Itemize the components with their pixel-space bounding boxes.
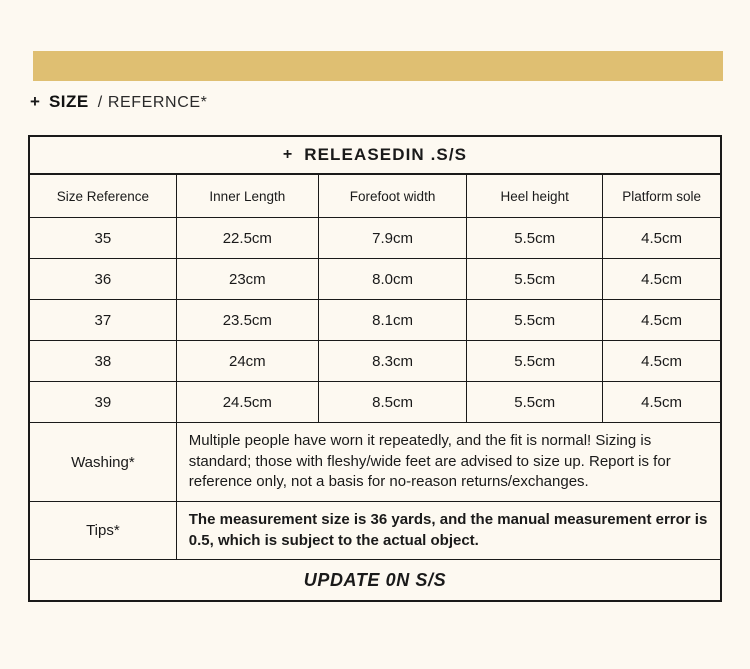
- column-header: Heel height: [467, 175, 603, 218]
- heading-reference-word: / REFERNCE*: [97, 94, 208, 111]
- table-cell: 5.5cm: [467, 382, 603, 423]
- table-cell: 5.5cm: [467, 259, 603, 300]
- table-cell: 4.5cm: [603, 259, 720, 300]
- gold-banner: [33, 51, 723, 81]
- table-cell: 8.3cm: [318, 341, 466, 382]
- column-header: Size Reference: [30, 175, 176, 218]
- table-header: [30, 175, 720, 218]
- table-cell: 4.5cm: [603, 341, 720, 382]
- table-cell: 24cm: [176, 341, 318, 382]
- table-cell: 8.5cm: [318, 382, 466, 423]
- table-cell: 5.5cm: [467, 218, 603, 259]
- table-cell: 8.0cm: [318, 259, 466, 300]
- column-header: Forefoot width: [318, 175, 466, 218]
- table-cell: 22.5cm: [176, 218, 318, 259]
- table-cell: 4.5cm: [603, 300, 720, 341]
- size-table: [30, 175, 720, 600]
- table-title-text: RELEASEDIN .S/S: [304, 145, 468, 164]
- table-footer-row: [30, 560, 720, 601]
- update-footer-text: UPDATE 0N S/S: [303, 569, 447, 590]
- table-cell: 8.1cm: [318, 300, 466, 341]
- table-cell: 38: [30, 341, 176, 382]
- tips-note-row: [30, 502, 720, 560]
- table-cell: 4.5cm: [603, 218, 720, 259]
- washing-note-label: Washing*: [30, 423, 176, 502]
- table-footer-cell: [30, 560, 720, 601]
- table-row: [30, 259, 720, 300]
- table-header-row: [30, 175, 720, 218]
- table-cell: 23.5cm: [176, 300, 318, 341]
- washing-note-row: [30, 423, 720, 502]
- size-table-container: [28, 135, 722, 602]
- table-cell: 35: [30, 218, 176, 259]
- table-row: [30, 341, 720, 382]
- plus-icon: +: [30, 92, 40, 111]
- table-cell: 39: [30, 382, 176, 423]
- table-cell: 5.5cm: [467, 300, 603, 341]
- table-cell: 24.5cm: [176, 382, 318, 423]
- column-header: Platform sole: [603, 175, 720, 218]
- heading-size-word: SIZE: [48, 92, 89, 111]
- table-title-bar: [30, 137, 720, 175]
- size-reference-heading: [30, 92, 207, 112]
- table-cell: 36: [30, 259, 176, 300]
- table-cell: 5.5cm: [467, 341, 603, 382]
- title-plus-icon: +: [282, 146, 293, 163]
- tips-note-label: Tips*: [30, 502, 176, 560]
- table-cell: 23cm: [176, 259, 318, 300]
- table-row: [30, 218, 720, 259]
- table-row: [30, 382, 720, 423]
- table-body: [30, 218, 720, 601]
- washing-note-text: Multiple people have worn it repeatedly, and the fit is normal! Sizing is standard; those with fleshy/wide feet are advised to size up. Report is for reference only, not a basis for no-reason returns/exchanges.: [176, 423, 720, 502]
- table-cell: 7.9cm: [318, 218, 466, 259]
- table-cell: 37: [30, 300, 176, 341]
- tips-note-text: The measurement size is 36 yards, and the manual measurement error is 0.5, which is subject to the actual object.: [176, 502, 720, 560]
- table-row: [30, 300, 720, 341]
- table-cell: 4.5cm: [603, 382, 720, 423]
- column-header: Inner Length: [176, 175, 318, 218]
